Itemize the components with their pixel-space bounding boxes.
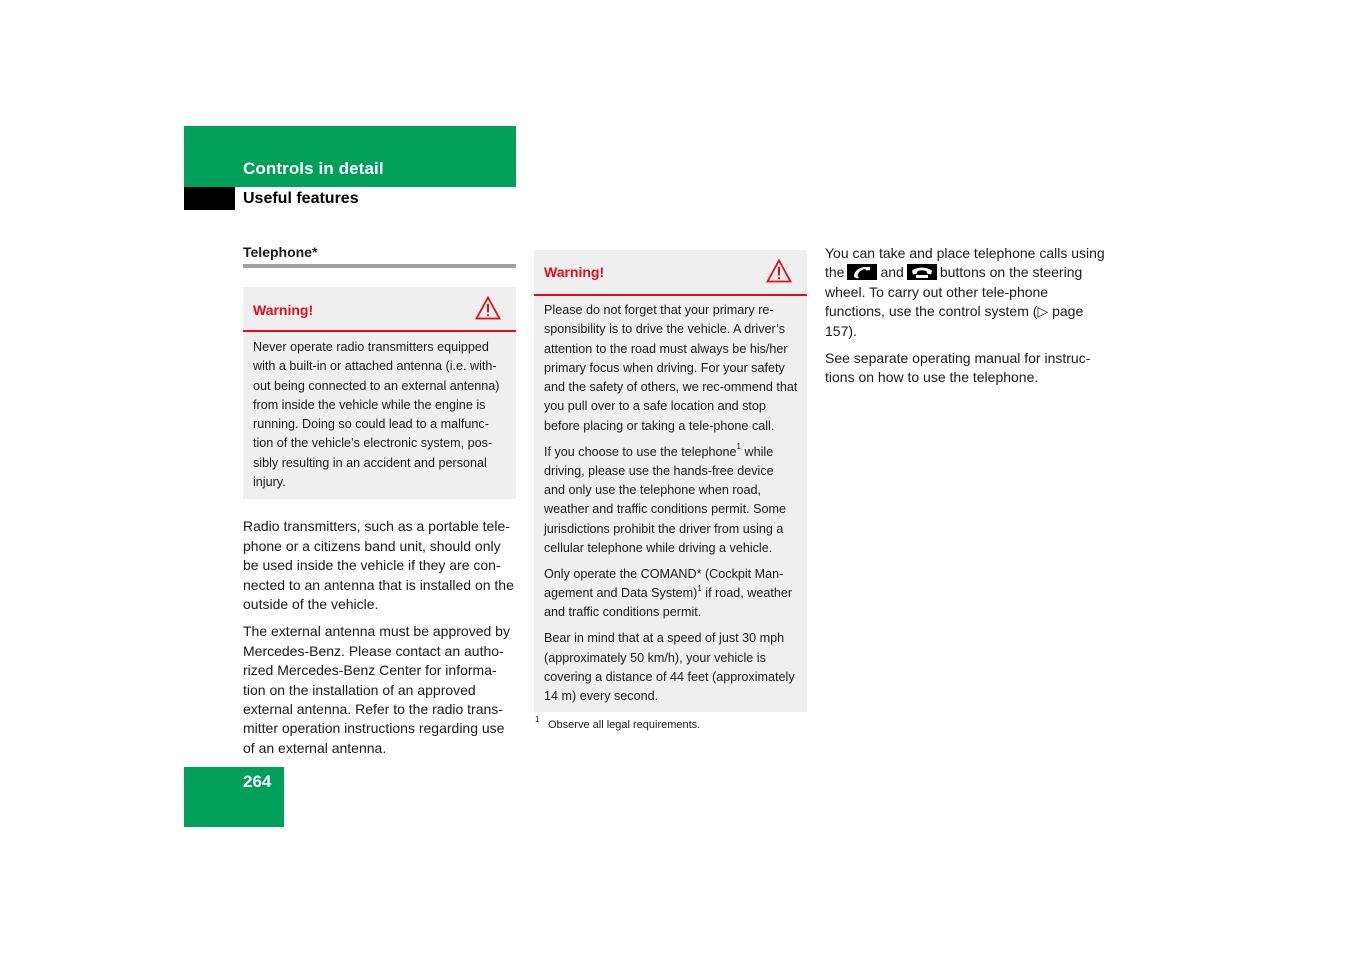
warning-body (534, 296, 807, 712)
column-left (243, 244, 516, 766)
footnote (534, 715, 807, 732)
footnote-ref: 1 (736, 442, 741, 452)
warning-paragraph-responsibility: Please do not forget that your primary re-sponsibility is to drive the vehicle. A driver’s attention to the road must always be his/her primary focus when driving. For your safety and the safety of others, we rec-ommend that you pull over to a safe location and stop before placing or taking a tele-phone call. (544, 303, 798, 433)
subsection-title: Useful features (243, 190, 359, 207)
column-middle (534, 250, 807, 731)
warning-paragraph-comand (544, 565, 798, 623)
text-span: while driving, please use the hands-free device and only use the telephone when road, weather and traffic conditions permit. Some jurisdictions prohibit the driver from using a cellular telephone while driving a vehicle. (544, 444, 786, 556)
warning-header (243, 287, 516, 332)
warning-label: Warning! (544, 264, 605, 280)
page-number: 264 (243, 772, 272, 791)
text-span: You can take and place telephone calls using the (825, 245, 1105, 281)
section-marker (184, 187, 235, 210)
page-reference[interactable]: page 157). (825, 303, 1084, 339)
paragraph-external-antenna: The external antenna must be approved by Mercedes-Benz. Please contact an autho-rized Mercedes-Benz Center for informa-tion on the installation of an approved external antenna. Refer to the radio trans-mitter operation instructions regarding use of an external antenna. (243, 623, 510, 756)
page-ref-arrow-icon: ▷ (1037, 303, 1049, 320)
text-span: If you choose to use the telephone (544, 444, 737, 459)
section-title: Controls in detail (243, 159, 384, 178)
warning-body (243, 332, 516, 499)
text-span: buttons on the steering wheel. To carry out other tele-phone functions, use the control system ( (825, 264, 1083, 320)
text-span: Only operate the COMAND* (Cockpit Man-agement and Data System) (544, 566, 784, 601)
warning-label: Warning! (253, 302, 314, 318)
warning-triangle-icon (475, 296, 501, 320)
column-right (825, 244, 1107, 396)
text-span: if road, weather and traffic conditions permit. (544, 586, 793, 620)
heading-rule (243, 264, 516, 268)
telephone-heading: Telephone* (243, 244, 318, 260)
warning-text: Never operate radio transmitters equipped with a built-in or attached antenna (i.e. with-out being connected to an external antenna) from inside the vehicle while the engine is running. Doing so could lead to a malfunc-tion of the vehicle’s electronic system, pos-sibly resulting in an accident and personal injury. (253, 340, 500, 490)
warning-paragraph-speed: Bear in mind that at a speed of just 30 mph (approximately 50 km/h), your vehicle is covering a distance of 44 feet (approximately 14 m) every second. (544, 631, 795, 704)
warning-paragraph-hands-free (544, 443, 798, 559)
warning-box-antenna (243, 287, 516, 499)
warning-header (534, 250, 807, 296)
paragraph-steering-buttons (825, 244, 1107, 341)
phone-pickup-icon (847, 264, 877, 280)
footnote-mark: 1 (535, 715, 540, 725)
phone-hangup-icon (907, 264, 937, 280)
footnote-ref: 1 (697, 583, 702, 593)
paragraph-operating-manual: See separate operating manual for instruc-tions on how to use the telephone. (825, 350, 1091, 386)
warning-box-driving (534, 250, 807, 712)
paragraph-radio-transmitters: Radio transmitters, such as a portable tele-phone or a citizens band unit, should only be used inside the vehicle if they are con-nected to an antenna that is installed on the outside of the vehicle. (243, 518, 514, 612)
text-span: and (880, 264, 904, 281)
warning-triangle-icon (766, 259, 792, 283)
footnote-text: Observe all legal requirements. (548, 719, 701, 732)
